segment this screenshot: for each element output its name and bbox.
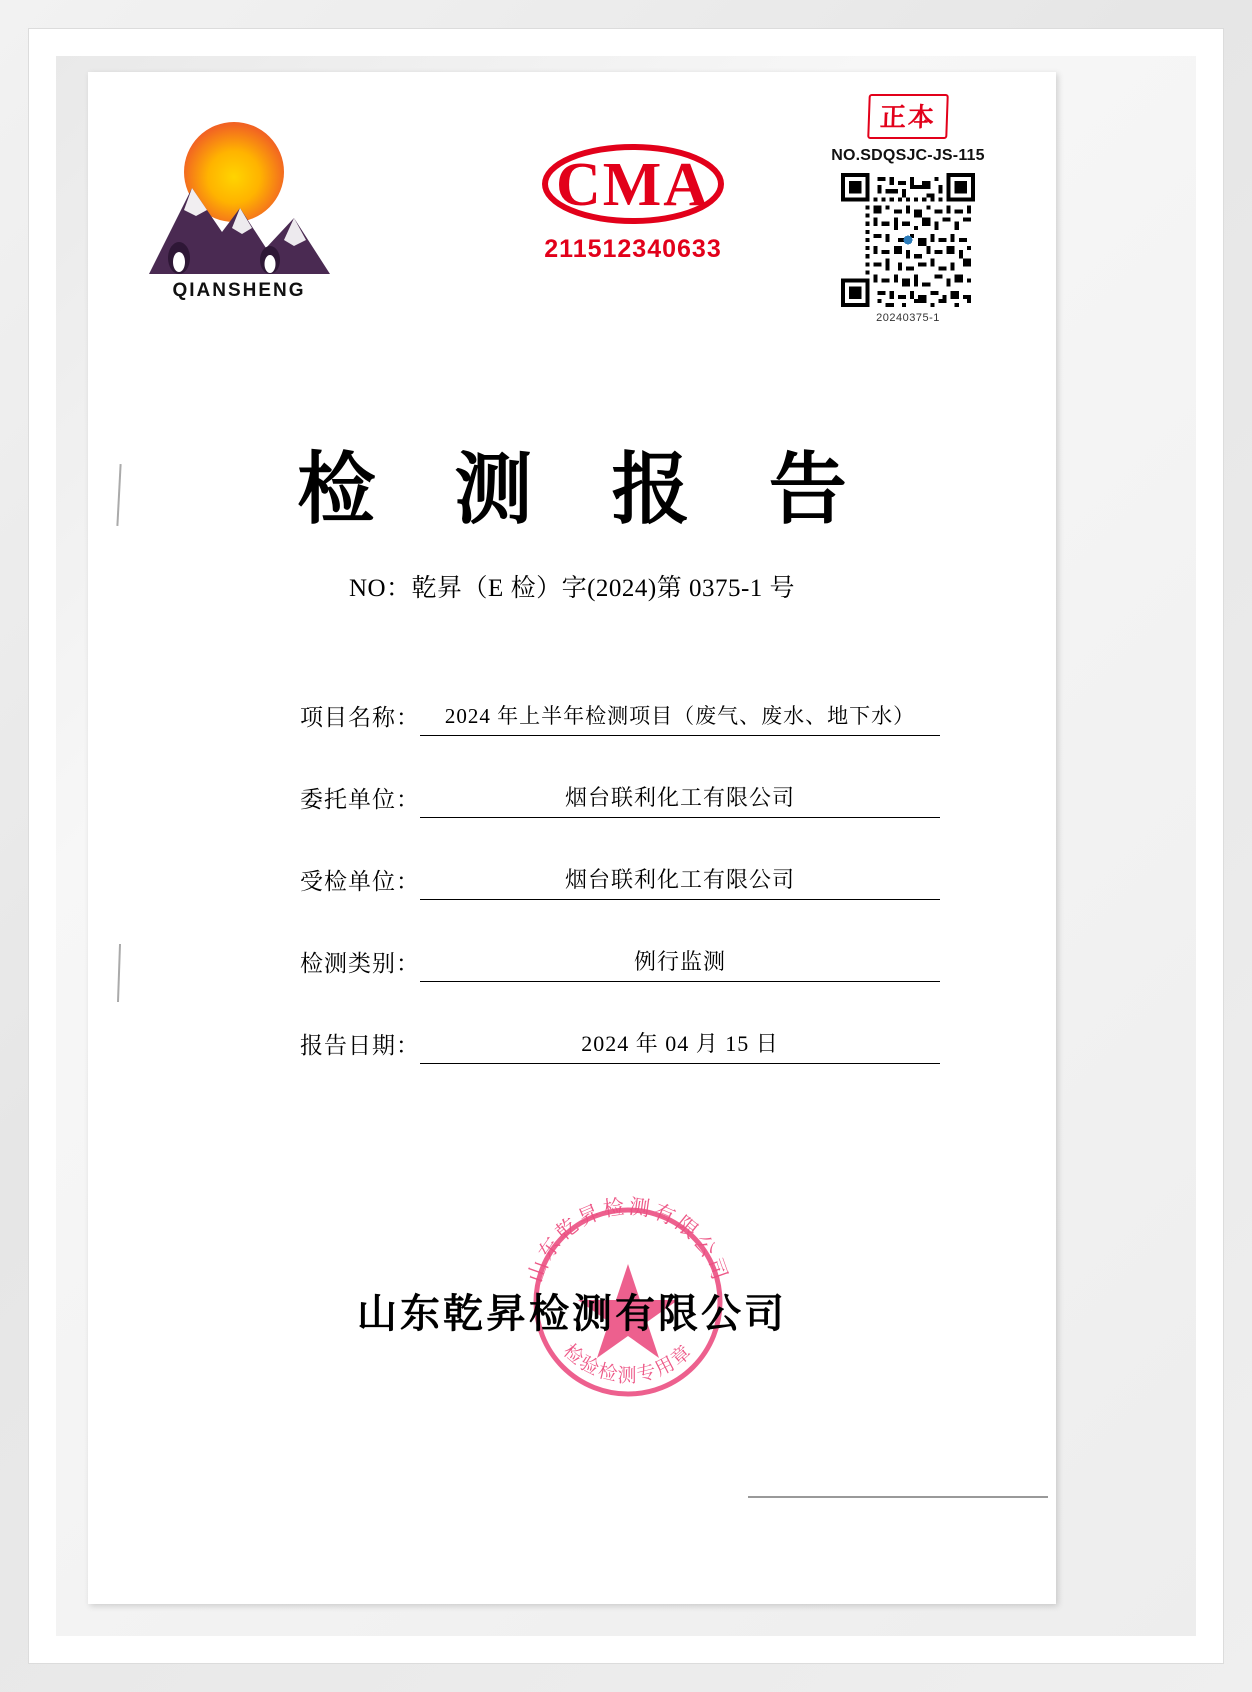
field-value: 烟台联利化工有限公司 xyxy=(420,781,940,818)
bottom-rule xyxy=(748,1496,1048,1498)
field-client-unit xyxy=(300,754,940,818)
cma-logo-icon xyxy=(540,142,726,226)
document-identification-block xyxy=(798,94,1018,324)
document-code: NO.SDQSJC-JS-115 xyxy=(831,147,985,164)
field-report-date xyxy=(300,1000,940,1064)
field-label: 受检单位： xyxy=(300,869,420,894)
field-value: 例行监测 xyxy=(420,945,940,982)
field-test-category xyxy=(300,918,940,982)
field-value: 2024 年 04 月 15 日 xyxy=(420,1027,940,1064)
field-label: 检测类别： xyxy=(300,951,420,976)
report-number: NO：乾昇（E 检）字(2024)第 0375-1 号 xyxy=(348,575,796,602)
cma-number: 211512340633 xyxy=(544,235,722,263)
qr-caption: 20240375-1 xyxy=(876,312,940,324)
margin-mark-bottom xyxy=(117,944,121,1002)
qr-code xyxy=(841,173,975,307)
mountain-penguin-icon xyxy=(144,170,334,280)
cma-mark xyxy=(518,142,748,264)
field-label: 项目名称： xyxy=(300,705,420,730)
field-value: 2024 年上半年检测项目（废气、废水、地下水） xyxy=(420,700,940,736)
page-title: 检 测 报 告 xyxy=(297,444,873,535)
svg-text:CMA: CMA xyxy=(555,151,711,219)
issuing-company: 山东乾昇检测有限公司 xyxy=(357,1291,787,1336)
svg-text:山东乾昇检测有限公司: 山东乾昇检测有限公司 xyxy=(523,1194,733,1286)
svg-text:检验检测专用章: 检验检测专用章 xyxy=(558,1340,698,1387)
report-fields xyxy=(300,672,940,1082)
field-project-name xyxy=(300,672,940,736)
logo-wordmark: QIANSHENG xyxy=(172,280,306,301)
field-label: 报告日期： xyxy=(300,1033,420,1058)
field-inspected-unit xyxy=(300,836,940,900)
field-label: 委托单位： xyxy=(300,787,420,812)
original-copy-stamp: 正本 xyxy=(867,94,949,139)
field-value: 烟台联利化工有限公司 xyxy=(420,863,940,900)
certificate-page xyxy=(88,72,1056,1604)
qiansheng-logo xyxy=(144,122,354,322)
